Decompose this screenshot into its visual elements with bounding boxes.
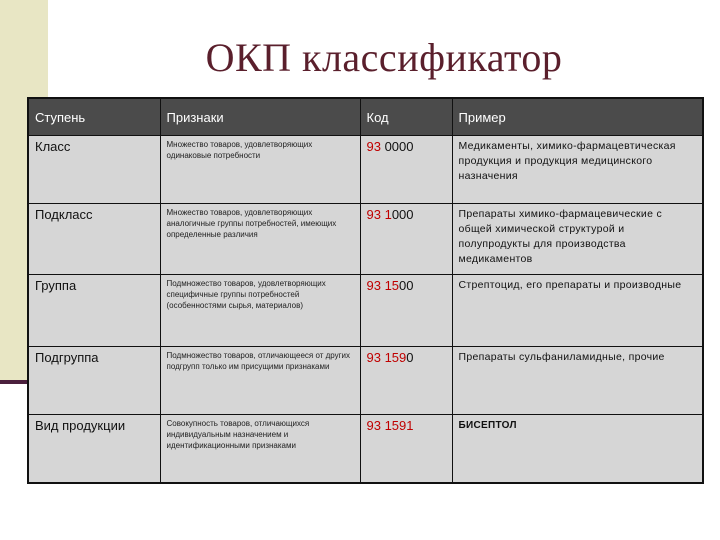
header-signs: Признаки bbox=[160, 98, 360, 136]
cell-signs: Множество товаров, удовлетворяющих аналогичные группы потребностей, имеющих определенные различия bbox=[160, 203, 360, 275]
cell-code bbox=[360, 414, 452, 483]
cell-code bbox=[360, 203, 452, 275]
code-prefix: 93 15 bbox=[366, 278, 400, 294]
code-suffix: 0 bbox=[406, 350, 414, 366]
cell-signs: Совокупность товаров, отличающихся индивидуальным назначением и идентификационными признаками bbox=[160, 414, 360, 483]
cell-step: Подгруппа bbox=[28, 347, 160, 415]
table-header-row bbox=[28, 98, 703, 136]
code-suffix: 000 bbox=[391, 206, 414, 222]
slide-title: ОКП классификатор bbox=[205, 35, 563, 80]
table-row bbox=[28, 203, 703, 275]
cell-step: Группа bbox=[28, 275, 160, 347]
table-row bbox=[28, 414, 703, 483]
code-prefix: 93 1 bbox=[366, 206, 392, 222]
cell-code bbox=[360, 275, 452, 347]
cell-code bbox=[360, 136, 452, 204]
cell-signs: Подмножество товаров, удовлетворяющих специфичные группы потребностей (особенностями сырья, материалов) bbox=[160, 275, 360, 347]
cell-example: Медикаменты, химико-фармацевтическая продукция и продукция медицинского назначения bbox=[452, 136, 703, 204]
code-prefix: 93 1591 bbox=[366, 417, 414, 433]
cell-example: Препараты химико-фармацевические с общей химической структурой и полупродукты для производства медикаментов bbox=[452, 203, 703, 275]
table-row bbox=[28, 275, 703, 347]
okp-classifier-table bbox=[27, 97, 704, 484]
table-row bbox=[28, 347, 703, 415]
header-code: Код bbox=[360, 98, 452, 136]
header-step: Ступень bbox=[28, 98, 160, 136]
cell-example: Стрептоцид, его препараты и производные bbox=[452, 275, 703, 347]
cell-signs: Множество товаров, удовлетворяющих одинаковые потребности bbox=[160, 136, 360, 204]
cell-step: Подкласс bbox=[28, 203, 160, 275]
cell-code bbox=[360, 347, 452, 415]
table-row bbox=[28, 136, 703, 204]
code-prefix: 93 159 bbox=[366, 350, 407, 366]
cell-example: Препараты сульфаниламидные, прочие bbox=[452, 347, 703, 415]
code-suffix: 0000 bbox=[380, 139, 414, 154]
cell-step: Вид продукции bbox=[28, 414, 160, 483]
cell-step: Класс bbox=[28, 136, 160, 204]
cell-signs: Подмножество товаров, отличающееся от других подгрупп только им присущими признаками bbox=[160, 347, 360, 415]
header-example: Пример bbox=[452, 98, 703, 136]
code-prefix: 93 bbox=[366, 139, 381, 154]
cell-example: БИСЕПТОЛ bbox=[452, 414, 703, 483]
code-suffix: 00 bbox=[399, 278, 414, 294]
